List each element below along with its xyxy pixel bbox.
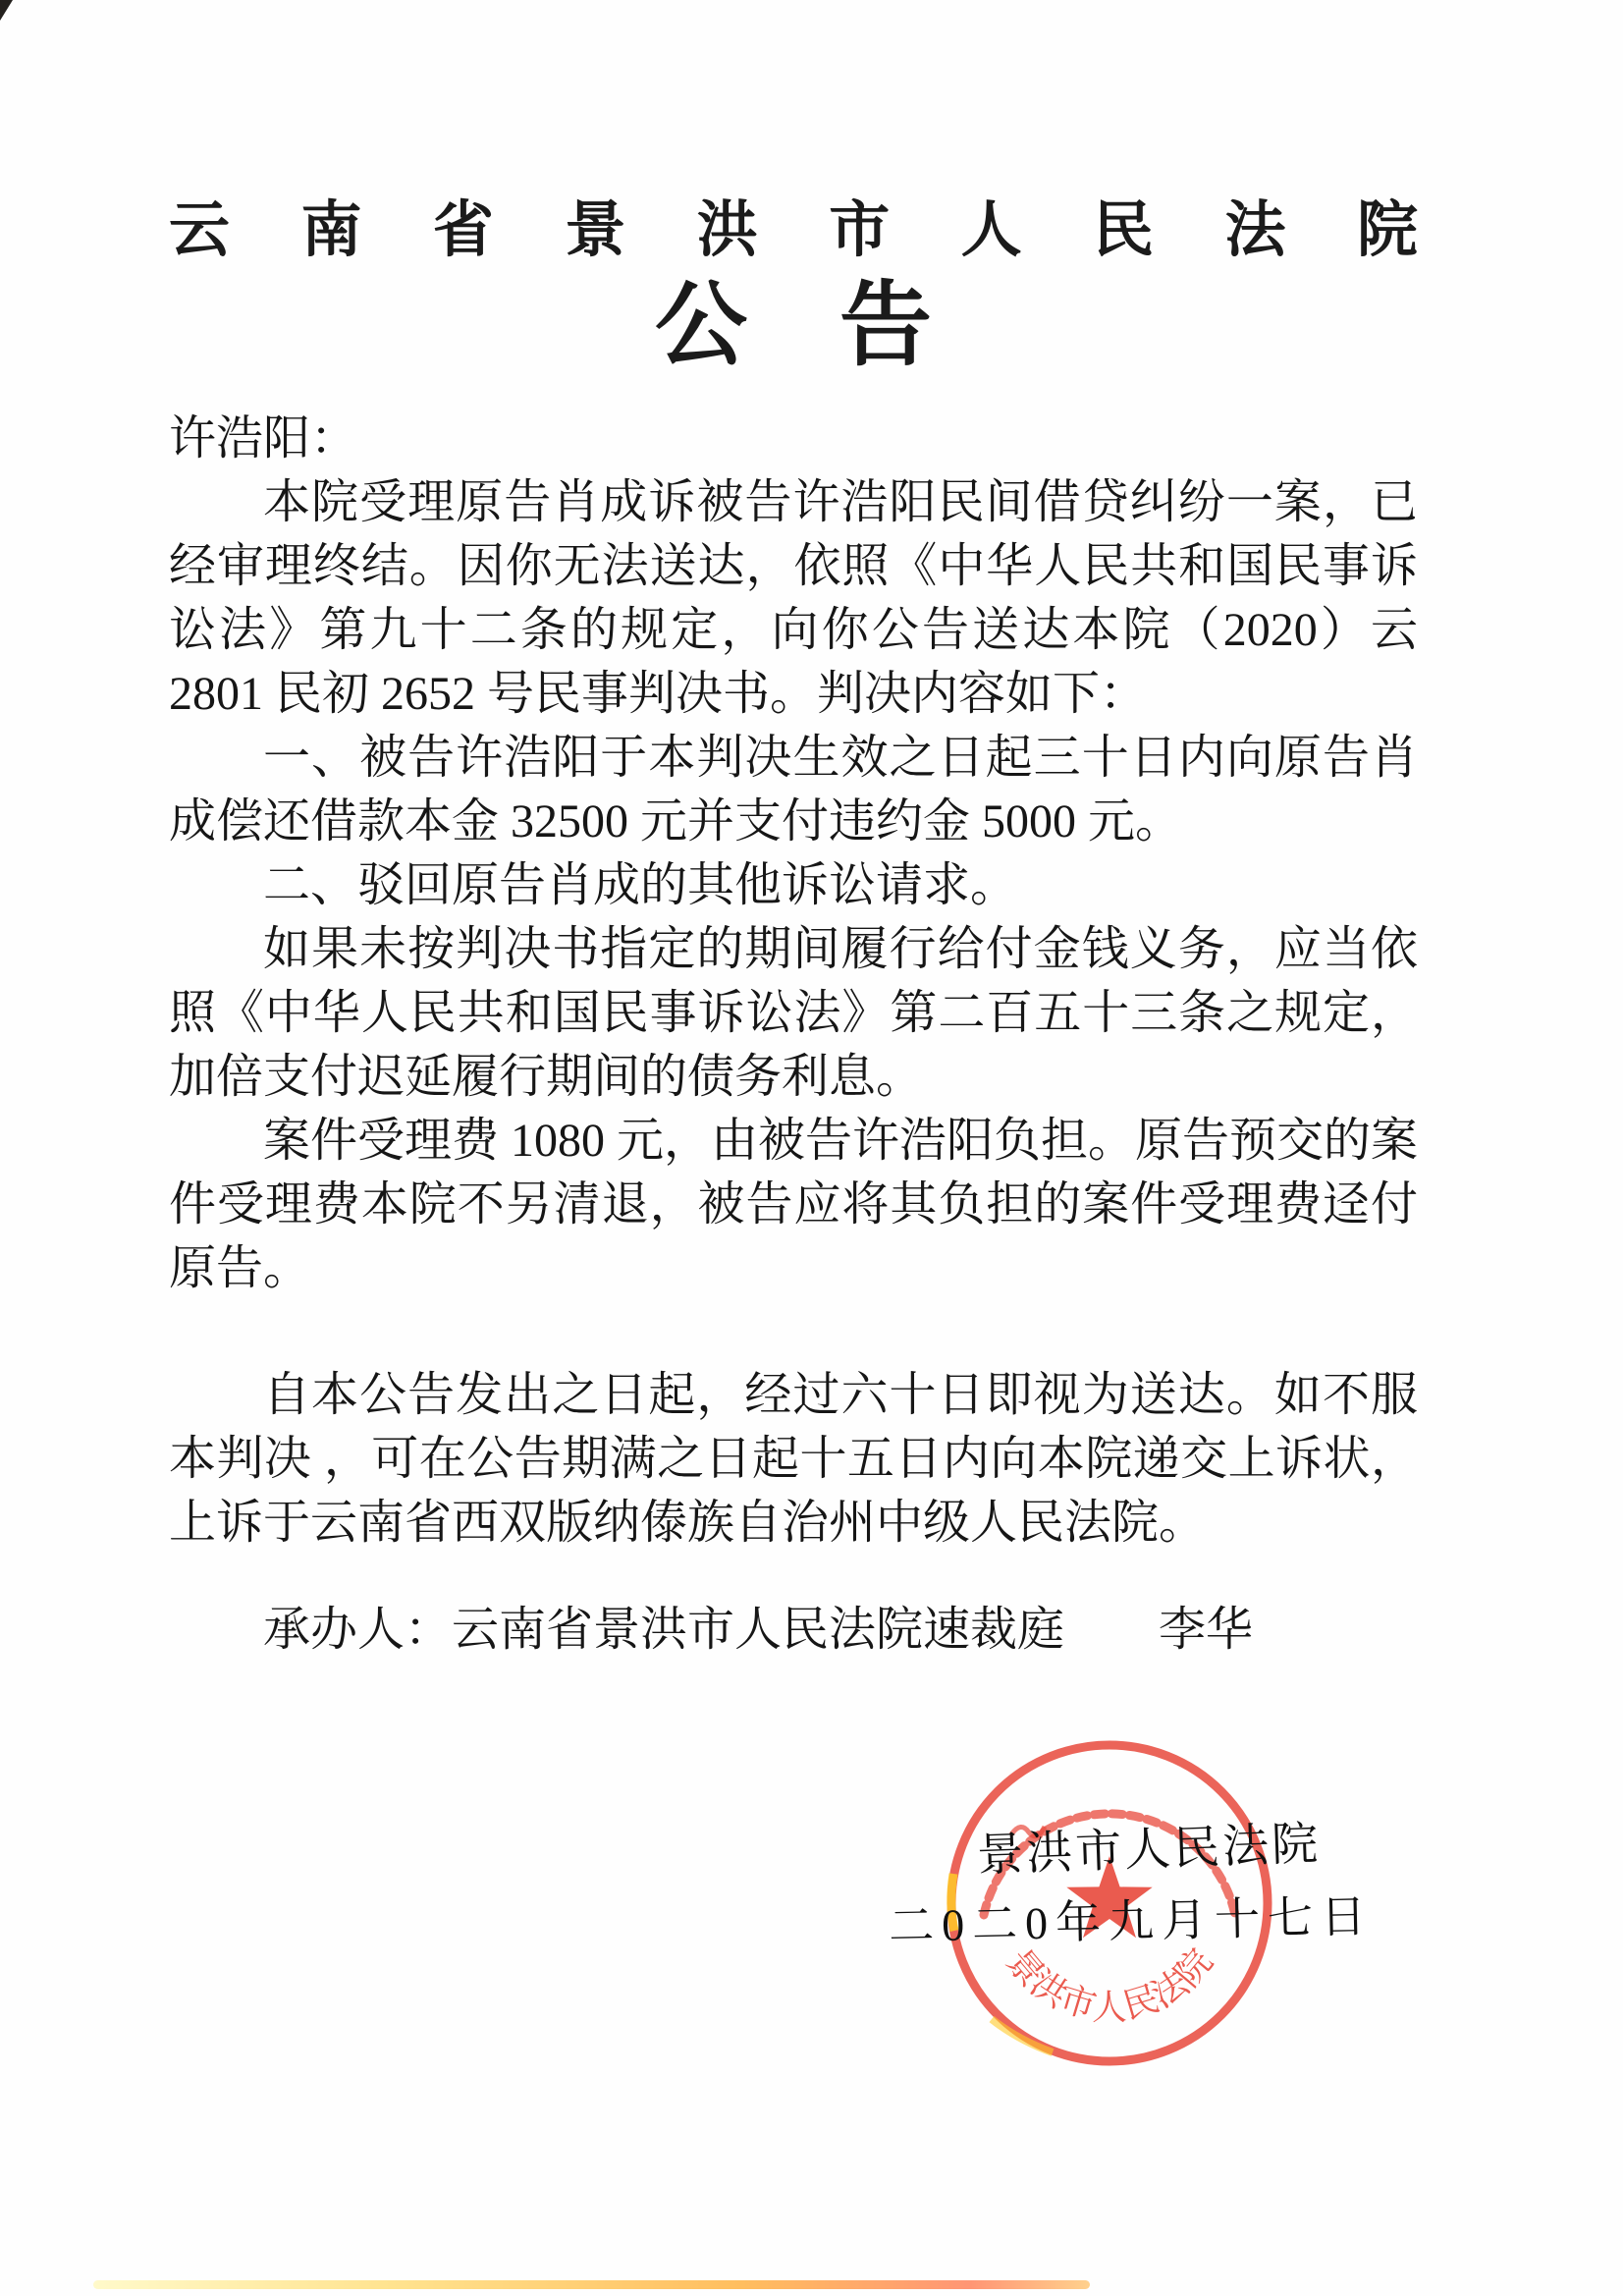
scan-artifact-corner <box>0 0 13 21</box>
addressee: 许浩阳： <box>169 412 358 465</box>
notice-content <box>169 196 1418 1709</box>
court-title: 云南省景洪市人民法院 <box>169 196 1418 264</box>
seal-date-text: 二0二0年九月十七日 <box>888 1890 1375 1952</box>
notice-title: 公 告 <box>654 273 932 376</box>
paragraph-court-fees: 案件受理费 1080 元，由被告许浩阳负担。原告预交的案件受理费本院不另清退，被告应将其负担的案件受理费迳付原告。 <box>169 1115 1419 1294</box>
paragraph-case-intro: 本院受理原告肖成诉被告许浩阳民间借贷纠纷一案，已经审理终结。因你无法送达，依照《中华人民共和国民事诉讼法》第九十二条的规定，向你公告送达本院（2020）云 2801 民初 2652 号民事判决书。判决内容如下： <box>169 476 1418 720</box>
seal-court-name-text: 景洪市人民法院 <box>976 1818 1322 1883</box>
seal-arc-text: 景洪市人民法院 <box>999 1941 1220 2027</box>
scan-glare-bottom <box>992 2019 1053 2052</box>
paragraph-interest-clause: 如果未按判决书指定的期间履行给付金钱义务，应当依照《中华人民共和国民事诉讼法》第二百五十三条之规定，加倍支付迟延履行期间的债务利息。 <box>169 923 1418 1103</box>
paragraph-judgment-item-2: 二、驳回原告肖成的其他诉讼请求。 <box>263 859 1018 911</box>
paragraph-judgment-item-1: 一、被告许浩阳于本判决生效之日起三十日内向原告肖成偿还借款本金 32500 元并支付违约金 5000 元。 <box>169 732 1418 847</box>
handler-line: 承办人：云南省景洪市人民法院速裁庭 李华 <box>263 1604 1254 1656</box>
paragraph-service-appeal: 自本公告发出之日起，经过六十日即视为送达。如不服本判决 ，可在公告期满之日起十五日内向本院递交上诉状，上诉于云南省西双版纳傣族自治州中级人民法院。 <box>169 1369 1418 1549</box>
scan-artifact-strip <box>93 2280 1090 2289</box>
